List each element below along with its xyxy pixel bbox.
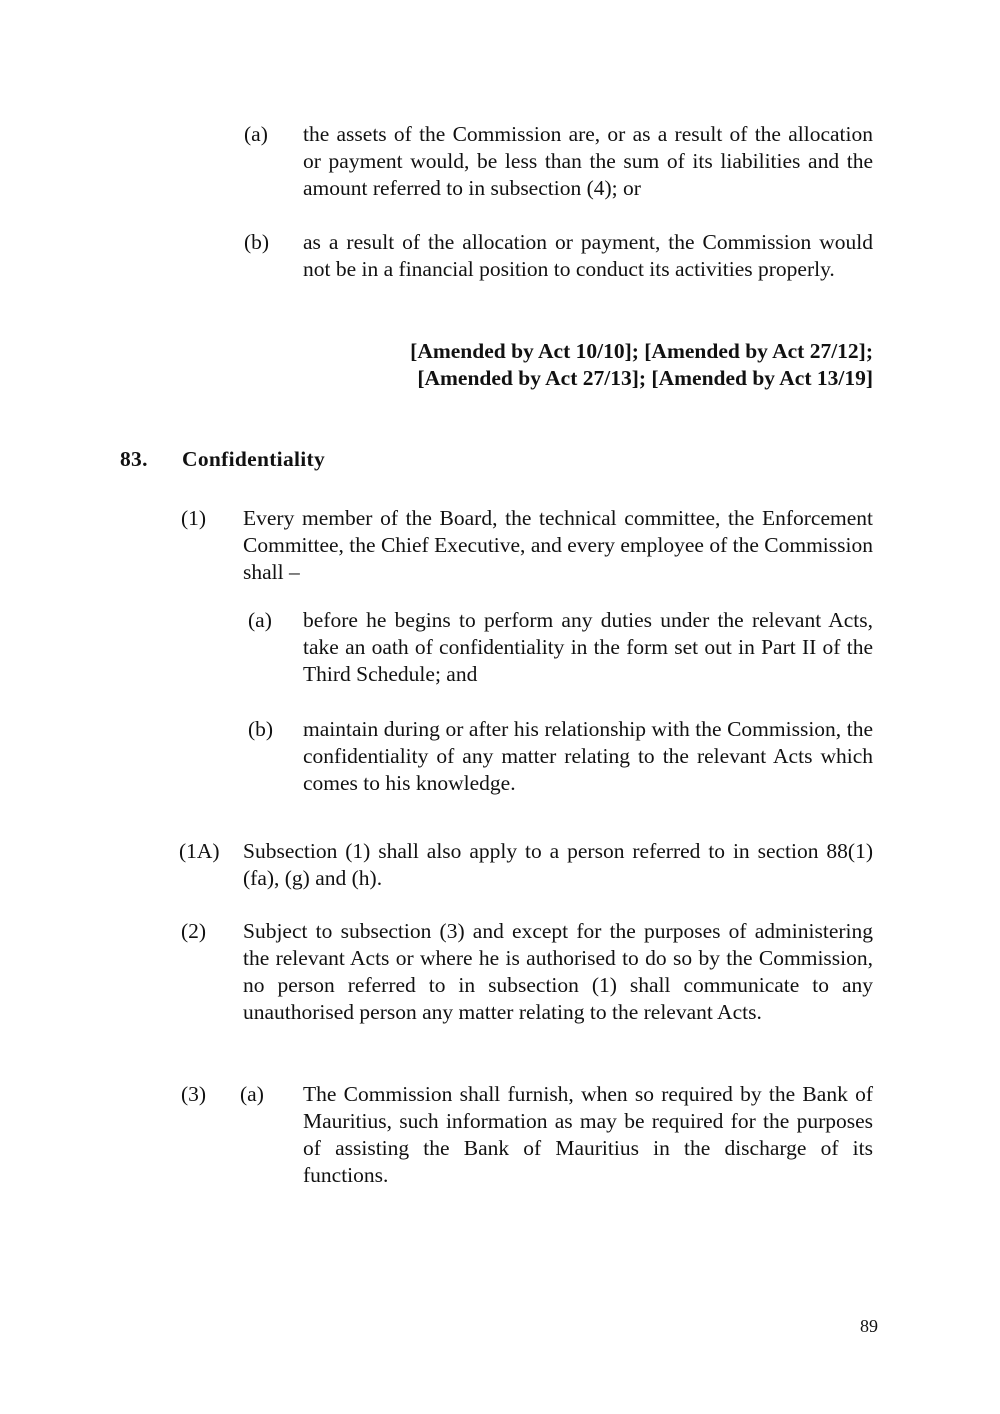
subsection-label-2: (2) [181,919,207,943]
item-label-b: (b) [244,230,270,254]
item-label-1b: (b) [248,717,274,741]
subsection-text-1: Every member of the Board, the technical committee, the Enforcement Committee, the Chief Executive, and every employee of the Commission shall – [243,506,873,584]
item-label-a: (a) [244,122,268,146]
item-label-1a: (a) [248,608,272,632]
subsection-label-1A: (1A) [179,839,220,863]
section-number: 83. [120,447,148,471]
amendment-note-1: [Amended by Act 10/10]; [Amended by Act 27/12]; [410,339,873,363]
page-number: 89 [860,1316,878,1336]
subsection-text-2: Subject to subsection (3) and except for the purposes of administering the relevant Acts or where he is authorised to do so by the Commission, no person referred to in subsection (1) shall communicate to any unauthorised person any matter relating to the relevant Acts. [243,919,873,1024]
section-title: Confidentiality [182,447,326,471]
item-text-3a: The Commission shall furnish, when so required by the Bank of Mauritius, such information as may be required for the purposes of assisting the Bank of Mauritius in the discharge of its functions. [303,1082,873,1187]
subsection-label-1: (1) [181,506,207,530]
amendment-note-2: [Amended by Act 27/13]; [Amended by Act 13/19] [417,366,873,390]
item-text-a: the assets of the Commission are, or as a result of the allocation or payment would, be less than the sum of its liabilities and the amount referred to in subsection (4); or [303,122,873,200]
item-label-3a: (a) [240,1082,264,1106]
subsection-label-3: (3) [181,1082,207,1106]
item-text-1a: before he begins to perform any duties under the relevant Acts, take an oath of confidentiality in the form set out in Part II of the Third Schedule; and [303,608,873,686]
item-text-1b: maintain during or after his relationship with the Commission, the confidentiality of any matter relating to the relevant Acts which comes to his knowledge. [303,717,873,795]
item-text-b: as a result of the allocation or payment, the Commission would not be in a financial position to conduct its activities properly. [303,230,873,281]
subsection-text-1A: Subsection (1) shall also apply to a person referred to in section 88(1)(fa), (g) and (h). [243,839,873,890]
